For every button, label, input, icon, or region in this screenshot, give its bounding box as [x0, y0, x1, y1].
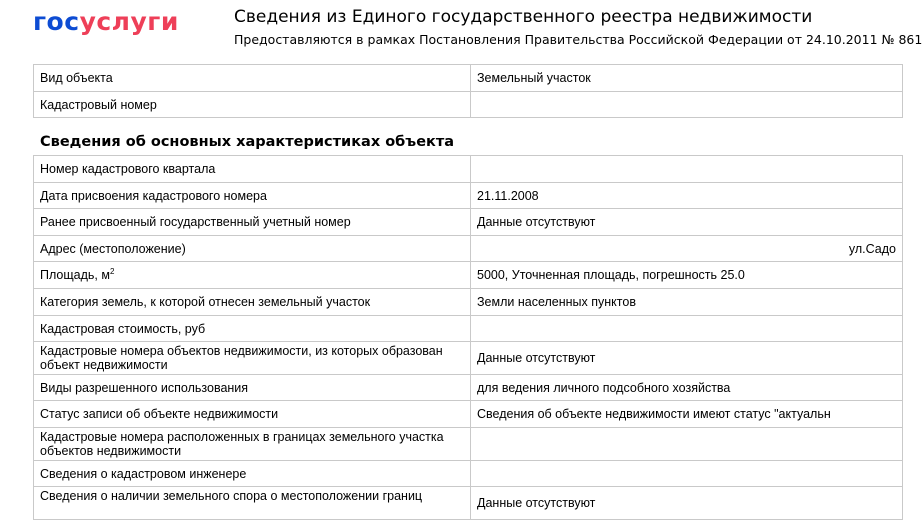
section-title: Сведения об основных характеристиках объекта — [40, 134, 455, 150]
row-label-source-objects: Кадастровые номера объектов недвижимости, из которых образован объект недвижимости — [34, 342, 471, 375]
row-label-land-category: Категория земель, к которой отнесен земельный участок — [34, 289, 471, 316]
document-header — [0, 0, 922, 60]
table-row — [34, 262, 903, 289]
row-label-permitted-use: Виды разрешенного использования — [34, 375, 471, 401]
row-value-permitted-use: для ведения личного подсобного хозяйства — [471, 375, 903, 401]
table-row — [34, 289, 903, 316]
row-value-area: 5000, Уточненная площадь, погрешность 25.0 — [471, 262, 903, 289]
row-value-object-type: Земельный участок — [471, 65, 903, 92]
row-value-cadastral-engineer — [471, 461, 903, 487]
table-row — [34, 375, 903, 401]
table-row — [34, 92, 903, 118]
row-label-cadastral-engineer: Сведения о кадастровом инженере — [34, 461, 471, 487]
row-value-previous-number: Данные отсутствуют — [471, 209, 903, 236]
object-info-table — [33, 64, 903, 118]
table-row — [34, 316, 903, 342]
table-row — [34, 156, 903, 183]
row-value-record-status: Сведения об объекте недвижимости имеют статус "актуальн — [471, 401, 903, 428]
row-label-area — [34, 262, 471, 289]
row-value-cadastral-value — [471, 316, 903, 342]
document-subtitle: Предоставляются в рамках Постановления Правительства Российской Федерации от 24.10.2011 № 861 — [234, 32, 922, 47]
row-label-address: Адрес (местоположение) — [34, 236, 471, 262]
area-unit-superscript: 2 — [109, 266, 115, 276]
logo-part-uslugi: услуги — [79, 7, 179, 36]
table-row — [34, 65, 903, 92]
table-row — [34, 428, 903, 461]
row-value-source-objects: Данные отсутствуют — [471, 342, 903, 375]
table-row — [34, 236, 903, 262]
table-row — [34, 487, 903, 520]
document-title: Сведения из Единого государственного реестра недвижимости — [234, 7, 813, 27]
row-label-assignment-date: Дата присвоения кадастрового номера — [34, 183, 471, 209]
row-value-address: ул.Садо — [471, 236, 903, 262]
table-row — [34, 209, 903, 236]
table-row — [34, 342, 903, 375]
row-value-quarter-number — [471, 156, 903, 183]
row-label-record-status: Статус записи об объекте недвижимости — [34, 401, 471, 428]
row-label-object-type: Вид объекта — [34, 65, 471, 92]
area-label-text: Площадь, м — [40, 268, 110, 282]
characteristics-table — [33, 155, 903, 520]
row-label-cadastral-value: Кадастровая стоимость, руб — [34, 316, 471, 342]
row-label-quarter-number: Номер кадастрового квартала — [34, 156, 471, 183]
row-label-cadastral-number: Кадастровый номер — [34, 92, 471, 118]
row-value-assignment-date: 21.11.2008 — [471, 183, 903, 209]
row-value-contained-objects — [471, 428, 903, 461]
table-row — [34, 183, 903, 209]
row-label-land-dispute: Сведения о наличии земельного спора о местоположении границ — [34, 487, 471, 520]
logo-part-gos: гос — [33, 7, 80, 36]
row-value-land-dispute: Данные отсутствуют — [471, 487, 903, 520]
row-value-cadastral-number — [471, 92, 903, 118]
table-row — [34, 461, 903, 487]
row-label-previous-number: Ранее присвоенный государственный учетный номер — [34, 209, 471, 236]
row-value-land-category: Земли населенных пунктов — [471, 289, 903, 316]
row-label-contained-objects: Кадастровые номера расположенных в границах земельного участка объектов недвижимости — [34, 428, 471, 461]
table-row — [34, 401, 903, 428]
gosuslugi-logo[interactable] — [33, 8, 179, 36]
